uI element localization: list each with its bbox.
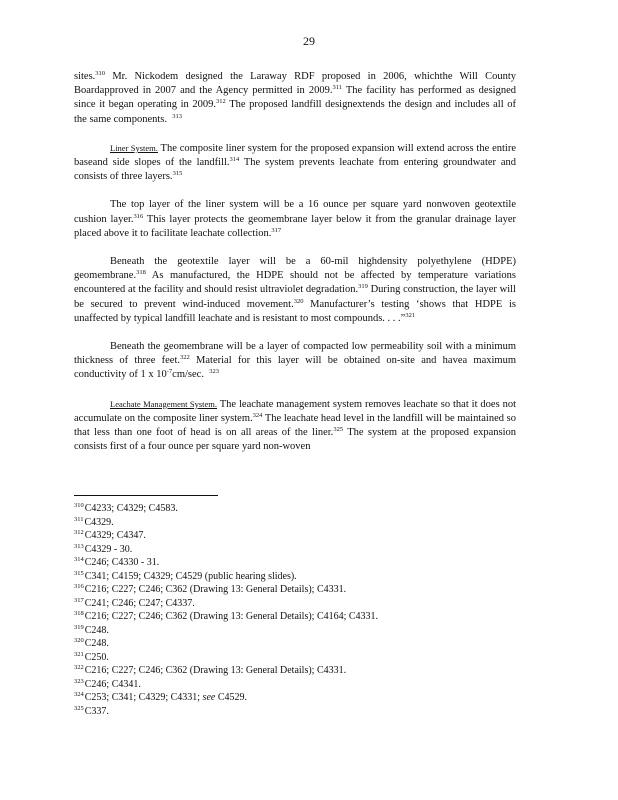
footnote-319 bbox=[74, 624, 516, 638]
footnote-number: 321 bbox=[74, 650, 84, 658]
text-span: The composite liner system for the proposed expansion will extend across the entire baseand side slopes of the landfill. bbox=[74, 142, 516, 169]
footnote-text: C4329. bbox=[84, 516, 114, 528]
text-span: The leachate management system removes leachate so that it does not accumulate on the composite liner system. bbox=[74, 398, 516, 424]
footnote-text: C216; C227; C246; C362 (Drawing 13: General Details); C4164; C4331. bbox=[84, 611, 379, 622]
paragraph-1 bbox=[74, 70, 516, 127]
footnote-text: C246; C4330 - 31. bbox=[84, 557, 160, 568]
footnote-text: C216; C227; C246; C362 (Drawing 13: General Details); C4331. bbox=[84, 584, 347, 595]
footnote-317 bbox=[74, 597, 516, 611]
footnote-ref[interactable]: 324 bbox=[252, 411, 263, 419]
footnote-number: 320 bbox=[74, 637, 84, 644]
footnote-number: 315 bbox=[74, 569, 84, 577]
footnote-text: C4529. bbox=[215, 692, 247, 703]
footnote-314 bbox=[74, 556, 516, 570]
footnote-text: C4233; C4329; C4583. bbox=[84, 503, 178, 514]
footnote-311 bbox=[74, 516, 516, 530]
footnote-316 bbox=[74, 583, 516, 597]
footnote-ref[interactable]: 319 bbox=[358, 283, 368, 291]
section-heading-leachate-management: Leachate Management System. bbox=[110, 398, 218, 409]
footnote-ref[interactable]: 312 bbox=[216, 98, 226, 106]
footnote-ref[interactable]: 311 bbox=[332, 84, 342, 92]
text-span: Beneath the geomembrane will be a layer of compacted low permeability soil with a minimum thickness of three feet. bbox=[74, 341, 516, 367]
footnote-318 bbox=[74, 610, 516, 624]
footnote-ref[interactable]: 318 bbox=[136, 269, 146, 277]
text-span: cm/sec. bbox=[172, 369, 204, 381]
text-span: Material for this layer will be obtained on-site and havea maximum conductivity of 1 x 10 bbox=[74, 355, 516, 381]
text-span: The system prevents leachate from entering groundwater and consists of three layers. bbox=[74, 157, 517, 183]
footnote-text: C4329; C4347. bbox=[84, 530, 146, 541]
footnote-number: 317 bbox=[74, 596, 84, 604]
paragraph-5 bbox=[74, 340, 516, 383]
footnotes-list bbox=[74, 502, 516, 718]
footnote-number: 310 bbox=[74, 502, 84, 509]
text-span: Beneath the geotextile layer will be a 60-mil highdensity polyethylene (HDPE) geomembrane. bbox=[74, 256, 516, 282]
footnote-315 bbox=[74, 570, 516, 584]
footnote-324 bbox=[74, 691, 516, 705]
paragraph-leachate-management bbox=[74, 397, 516, 455]
text-span: The top layer of the liner system will be a 16 ounce per square yard nonwoven geotextile cushion layer. bbox=[74, 199, 516, 225]
footnote-ref[interactable]: 325 bbox=[333, 426, 344, 434]
paragraph-3 bbox=[74, 198, 516, 241]
paragraph-liner-system bbox=[74, 141, 516, 185]
section-heading-liner-system: Liner System. bbox=[110, 142, 158, 153]
footnote-ref[interactable]: 320 bbox=[293, 297, 304, 305]
footnote-ref[interactable]: 310 bbox=[95, 70, 106, 77]
text-span: Mr. Nickodem designed the Laraway RDF proposed in 2006, whichthe Will County Boardapproved in 2007 and the Agency permitted in 2009. bbox=[74, 71, 516, 97]
footnote-322 bbox=[74, 664, 516, 678]
text-span: The facility has performed as designed since it began operating in 2009. bbox=[74, 85, 516, 111]
footnote-text: C253; C341; C4329; C4331; bbox=[84, 692, 203, 703]
footnote-separator bbox=[74, 495, 218, 496]
footnote-number: 314 bbox=[74, 556, 84, 563]
footnote-number: 319 bbox=[74, 623, 84, 631]
footnote-321 bbox=[74, 651, 516, 665]
footnote-text: C250. bbox=[84, 651, 109, 663]
footnote-number: 322 bbox=[74, 664, 84, 671]
footnote-number: 312 bbox=[74, 529, 84, 536]
footnote-313 bbox=[74, 543, 516, 557]
text-span: As manufactured, the HDPE should not be affected by temperature variations encountered at the facility and should resist ultraviolet degradation. bbox=[74, 270, 516, 296]
text-span: sites. bbox=[74, 71, 96, 82]
footnote-text: C241; C246; C247; C4337. bbox=[84, 597, 195, 609]
footnote-text: C216; C227; C246; C362 (Drawing 13: General Details); C4331. bbox=[84, 665, 347, 676]
footnote-number: 318 bbox=[74, 610, 84, 617]
footnote-ref[interactable]: 323 bbox=[209, 368, 219, 376]
text-span: During construction, the layer will be secured to prevent wind-induced movement. bbox=[74, 284, 516, 310]
footnote-number: 311 bbox=[74, 515, 84, 523]
text-span: The leachate head level in the landfill will be maintained so that less than one foot of head is on all areas of the liner. bbox=[74, 412, 516, 439]
footnote-ref[interactable]: 313 bbox=[172, 112, 183, 120]
text-span: Manufacturer’s testing ‘shows that HDPE is unaffected by typical landfill leachate and is resistant to most compounds. . . .” bbox=[74, 298, 516, 324]
body-text bbox=[74, 70, 516, 468]
footnote-text: C248. bbox=[84, 638, 109, 649]
footnote-323 bbox=[74, 678, 516, 692]
footnote-ref[interactable]: 314 bbox=[229, 156, 240, 164]
footnote-ref[interactable]: 317 bbox=[271, 226, 282, 234]
footnote-signal-see: see bbox=[202, 692, 216, 703]
footnote-325 bbox=[74, 705, 516, 719]
footnote-ref[interactable]: 322 bbox=[180, 354, 190, 362]
footnote-text: C4329 - 30. bbox=[84, 543, 133, 555]
footnote-text: C341; C4159; C4329; C4529 (public hearing slides). bbox=[84, 570, 297, 582]
exponent: -7 bbox=[166, 368, 173, 376]
footnote-number: 323 bbox=[74, 677, 84, 685]
footnote-320 bbox=[74, 637, 516, 651]
footnote-310 bbox=[74, 502, 516, 516]
footnote-ref[interactable]: 315 bbox=[172, 170, 183, 178]
text-span: The system at the proposed expansion consists first of a four ounce per square yard non-woven bbox=[74, 427, 516, 453]
footnote-text: C248. bbox=[84, 624, 109, 636]
footnote-text: C337. bbox=[84, 705, 109, 717]
footnote-number: 316 bbox=[74, 583, 84, 590]
footnote-312 bbox=[74, 529, 516, 543]
footnote-ref[interactable]: 316 bbox=[133, 212, 144, 220]
footnote-number: 324 bbox=[74, 691, 84, 698]
page-number: 29 bbox=[303, 34, 315, 48]
paragraph-4 bbox=[74, 255, 516, 326]
footnote-number: 313 bbox=[74, 542, 84, 550]
footnote-number: 325 bbox=[74, 704, 84, 712]
text-span: This layer protects the geomembrane layer below it from the granular drainage layer placed above it to facilitate leachate collection. bbox=[74, 213, 516, 239]
text-span: The proposed landfill designextends the design and includes all of the same components. bbox=[74, 99, 516, 125]
footnote-text: C246; C4341. bbox=[84, 678, 141, 690]
footnote-ref[interactable]: 321 bbox=[405, 311, 416, 319]
